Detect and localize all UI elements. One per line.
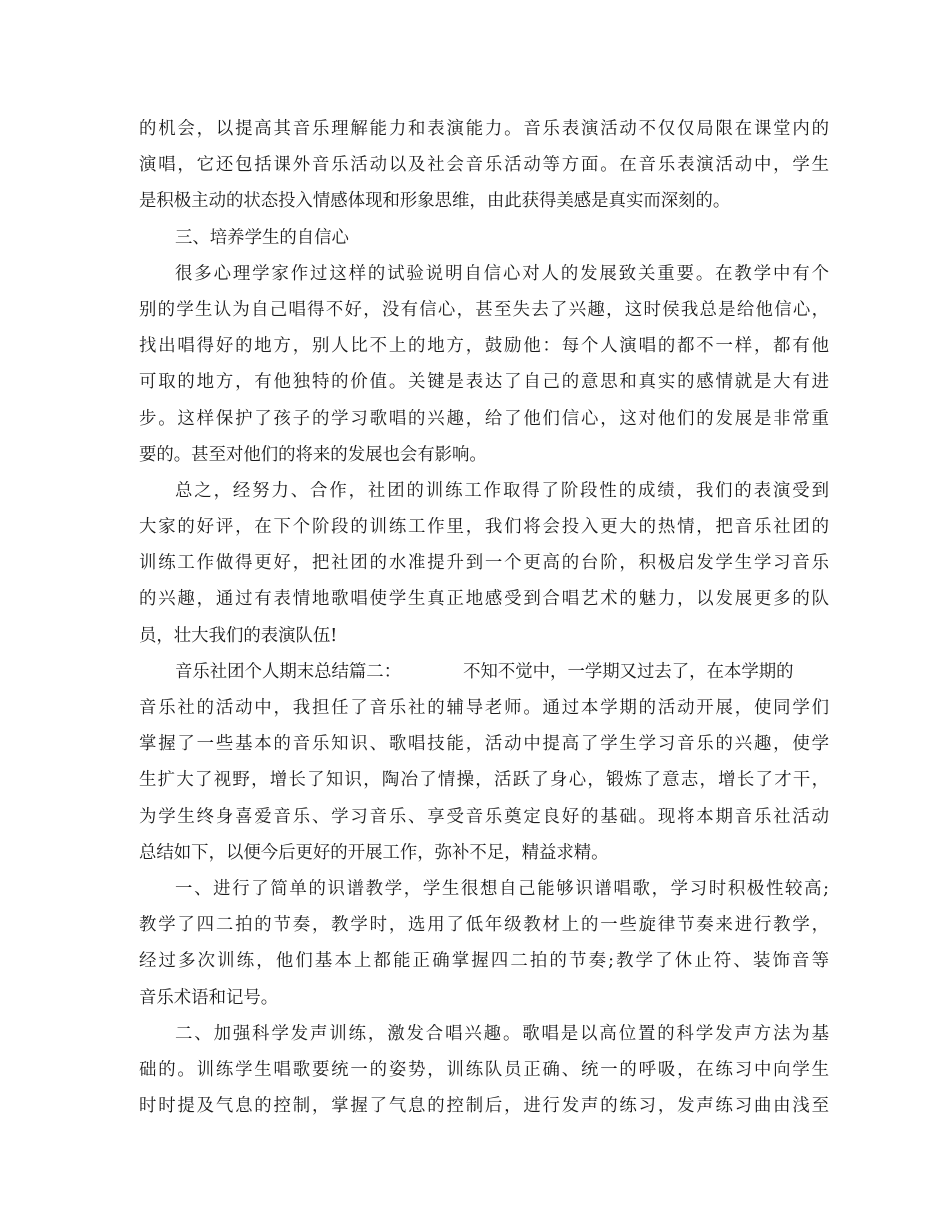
part-two-opening: 不知不觉中，一学期又过去了，在本学期的 <box>463 661 794 682</box>
document-body <box>139 111 829 1124</box>
text-line: 总结如下，以便今后更好的开展工作，弥补不足，精益求精。 <box>139 842 609 863</box>
text-line: 掌握了一些基本的音乐知识、歌唱技能，活动中提高了学生学习音乐的兴趣，使学 <box>139 734 829 755</box>
text-line: 演唱，它还包括课外音乐活动以及社会音乐活动等方面。在音乐表演活动中，学生 <box>139 155 829 176</box>
text-line: 很多心理学家作过这样的试验说明自信心对人的发展致关重要。在教学中有个 <box>175 263 829 284</box>
text-line: 二、加强科学发声训练，激发合唱兴趣。歌唱是以高位置的科学发声方法为基 <box>175 1023 829 1044</box>
text-line: 音乐社的活动中，我担任了音乐社的辅导老师。通过本学期的活动开展，使同学们 <box>139 698 829 718</box>
section-heading: 三、培养学生的自信心 <box>175 227 349 248</box>
text-line: 经过多次训练，他们基本上都能正确掌握四二拍的节奏;教学了休止符、装饰音等 <box>139 951 829 972</box>
text-line: 生扩大了视野，增长了知识，陶冶了情操，活跃了身心，锻炼了意志，增长了才干， <box>139 770 829 791</box>
para-vocal-training <box>139 1016 829 1125</box>
text-line: 要的。甚至对他们的将来的发展也会有影响。 <box>139 444 487 465</box>
para-notation <box>139 871 829 1016</box>
text-line: 训练工作做得更好，把社团的水准提升到一个更高的台阶，积极启发学生学习音乐 <box>139 553 829 574</box>
text-line: 音乐术语和记号。 <box>139 987 279 1008</box>
text-line <box>139 654 829 690</box>
part-two-title: 音乐社团个人期末总结篇二： <box>175 661 402 682</box>
heading-confidence <box>139 220 829 256</box>
text-line: 是积极主动的状态投入情感体现和形象思维，由此获得美感是真实而深刻的。 <box>139 191 731 212</box>
text-line: 教学了四二拍的节奏，教学时，选用了低年级教材上的一些旋律节奏来进行教学， <box>139 915 829 936</box>
text-line: 时时提及气息的控制，掌握了气息的控制后，进行发声的练习，发声练习曲由浅至 <box>139 1096 829 1117</box>
text-line: 为学生终身喜爱音乐、学习音乐、享受音乐奠定良好的基础。现将本期音乐社活动 <box>139 806 829 827</box>
para-summary <box>139 473 829 654</box>
text-line: 的兴趣，通过有表情地歌唱使学生真正地感受到合唱艺术的魅力，以发展更多的队 <box>139 589 829 610</box>
text-line: 的机会，以提高其音乐理解能力和表演能力。音乐表演活动不仅仅局限在课堂内的 <box>139 119 829 139</box>
text-line: 总之，经努力、合作，社团的训练工作取得了阶段性的成绩，我们的表演受到 <box>175 480 829 501</box>
text-line: 大家的好评，在下个阶段的训练工作里，我们将会投入更大的热情，把音乐社团的 <box>139 517 829 538</box>
para-performance <box>139 111 829 220</box>
para-part-two <box>139 654 829 871</box>
text-line: 可取的地方，有他独特的价值。关键是表达了自己的意思和真实的感情就是大有进 <box>139 372 829 393</box>
text-line: 别的学生认为自己唱得不好，没有信心，甚至失去了兴趣，这时侯我总是给他信心， <box>139 299 829 320</box>
text-line: 一、进行了简单的识谱教学，学生很想自己能够识谱唱歌，学习时积极性较高; <box>175 878 829 899</box>
text-line: 员，壮大我们的表演队伍! <box>139 625 338 646</box>
text-line: 步。这样保护了孩子的学习歌唱的兴趣，给了他们信心，这对他们的发展是非常重 <box>139 408 829 429</box>
text-line: 找出唱得好的地方，别人比不上的地方，鼓励他：每个人演唱的都不一样，都有他 <box>139 336 829 357</box>
para-confidence <box>139 256 829 473</box>
text-line: 础的。训练学生唱歌要统一的姿势，训练队员正确、统一的呼吸，在练习中向学生 <box>139 1059 829 1080</box>
